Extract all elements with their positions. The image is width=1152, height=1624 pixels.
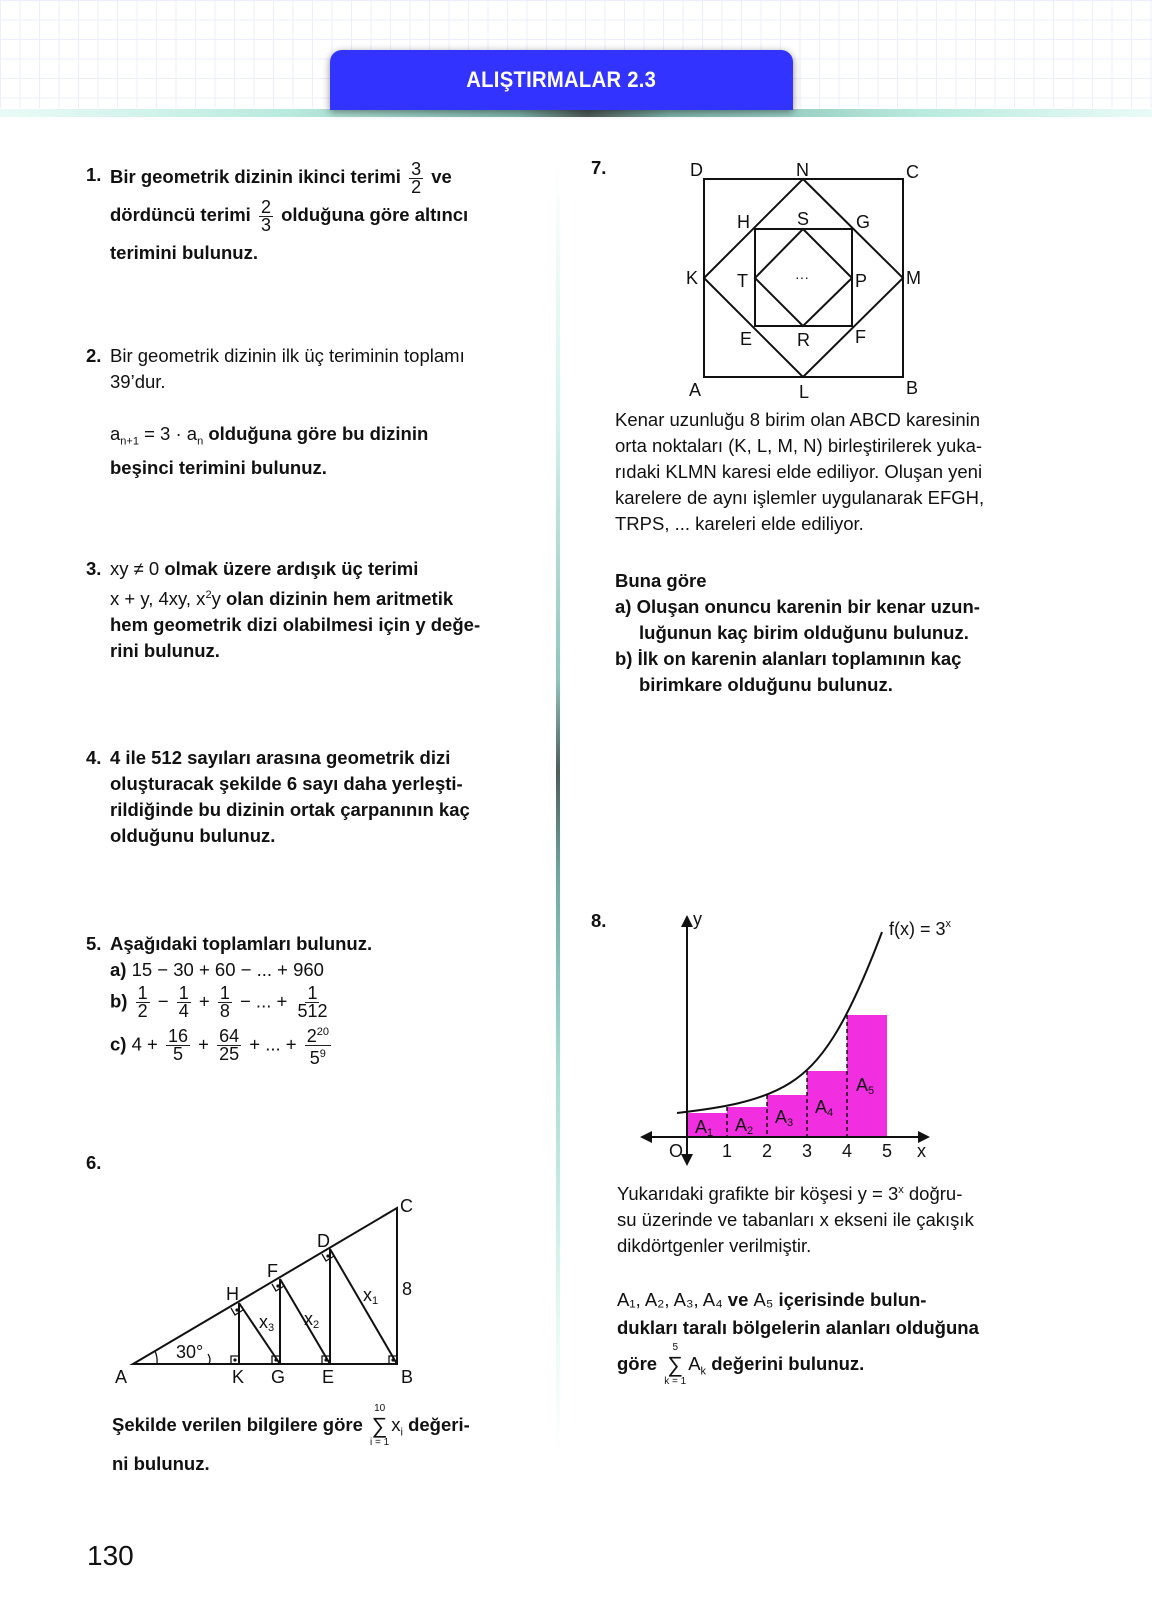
vertex-label-A: A xyxy=(115,1367,128,1387)
vertex-label-R: R xyxy=(797,330,810,350)
rect-label-A3: A3 xyxy=(775,1107,794,1129)
text: su üzerinde ve tabanları x ekseni ile çakışık xyxy=(617,1209,974,1231)
vertex-label-G: G xyxy=(856,212,871,232)
terms: x + y, 4xy, $x^2y$ xyxy=(110,588,221,610)
x-tick-2: 2 xyxy=(762,1141,773,1161)
text: dördüncü terimi xyxy=(110,204,251,225)
continuation-dots: ··· xyxy=(795,269,809,285)
exercise-number: 1. xyxy=(86,164,102,185)
text: orta noktaları (K, L, M, N) birleştirilerek yuka- xyxy=(615,435,983,456)
text: değeri- xyxy=(408,1413,470,1435)
text: beşinci terimini bulunuz. xyxy=(110,456,327,478)
exercise-8-description: Yukarıdaki grafikte bir köşesi $y = 3^x$ doğru- su üzerinde ve tabanları x ekseni ile çakışık dikdörtgenler verilmiştir. xyxy=(617,1177,1047,1259)
item-label: b) xyxy=(110,990,128,1012)
text: birimkare olduğunu bulunuz. xyxy=(639,674,893,695)
text: olmak üzere ardışık üç terimi xyxy=(164,558,419,579)
condition: xy ≠ 0 xyxy=(110,558,160,579)
text: dikdörtgenler verilmiştir. xyxy=(617,1235,812,1257)
exercise-number: 3. xyxy=(86,558,102,579)
vertex-label-D: D xyxy=(317,1231,330,1251)
sub-question-b: b) İlk on karenin alanları toplamının kaç xyxy=(615,648,962,669)
text: hem geometrik dizi olabilmesi için y değe- xyxy=(110,614,481,636)
exercise-8-question: A₁, A₂, A₃, A₄ ve A₅ içerisinde bulun- dukları taralı bölgelerin alanları olduğuna göre 5 ∑ k = 1 $A_k$ değerini bulunuz. xyxy=(617,1286,1057,1388)
fraction: $\frac{3}{2}$ xyxy=(411,158,422,197)
text: rildiğinde bu dizinin ortak çarpanının kaç xyxy=(110,799,470,820)
text: dukları taralı bölgelerin alanları olduğuna xyxy=(617,1317,979,1338)
page-number: 130 xyxy=(87,1540,134,1571)
vertex-label-P: P xyxy=(855,271,868,291)
origin-label: O xyxy=(669,1141,684,1161)
section-title: ALIŞTIRMALAR 2.3 xyxy=(466,67,657,92)
exercise-6-question: Şekilde verilen bilgilere göre 10 ∑ i = 1 $x_i$ değeri- ni bulunuz. xyxy=(112,1403,552,1479)
text: rıdaki KLMN karesi elde ediliyor. Oluşan yeni xyxy=(615,461,983,482)
vertex-label-M: M xyxy=(906,268,921,288)
fraction: $\frac{2}{3}$ xyxy=(260,196,271,235)
function-label: $f(x) = 3^x$ xyxy=(889,918,952,939)
sum-expression: 15 − 30 + 60 − ... + 960 xyxy=(131,959,324,980)
item-label: a) xyxy=(110,959,127,980)
vertex-label-K: K xyxy=(232,1367,245,1387)
vertex-label-F: F xyxy=(855,327,866,347)
vertex-label-H: H xyxy=(226,1284,239,1304)
vertex-label-C: C xyxy=(400,1196,413,1216)
x2-label: x2 xyxy=(304,1309,320,1331)
exercise-number: 4. xyxy=(86,747,102,768)
rect-label-A4: A4 xyxy=(815,1097,834,1119)
vertex-label-N: N xyxy=(796,160,809,180)
area-list: A₁, A₂, A₃, A₄ xyxy=(617,1289,723,1310)
x3-label: x3 xyxy=(259,1312,275,1334)
recurrence-formula: $a_{n+1} = 3 \cdot a_n$ xyxy=(110,423,204,448)
text: ni bulunuz. xyxy=(112,1453,210,1474)
exercise-number: 7. xyxy=(591,157,607,178)
rect-label-A1: A1 xyxy=(695,1117,714,1139)
vertex-label-T: T xyxy=(737,271,748,291)
text: oluşturacak şekilde 6 sayı daha yerleşti- xyxy=(110,773,463,794)
vertex-label-E: E xyxy=(322,1367,335,1387)
text: TRPS, ... kareleri elde ediliyor. xyxy=(615,513,864,534)
text: Buna göre xyxy=(615,570,707,591)
text: luğunun kaç birim olduğunu bulunuz. xyxy=(639,622,969,643)
x-tick-4: 4 xyxy=(842,1141,853,1161)
x-tick-1: 1 xyxy=(722,1141,733,1161)
vertex-label-B: B xyxy=(401,1367,414,1387)
rect-label-A2: A2 xyxy=(735,1115,754,1137)
vertex-label-F: F xyxy=(267,1261,278,1281)
vertex-label-B: B xyxy=(906,378,919,398)
text: Bir geometrik dizinin ikinci terimi xyxy=(110,166,401,187)
exercise-number: 8. xyxy=(591,910,607,931)
text: olduğuna göre bu dizinin xyxy=(208,423,429,444)
summation: 5 ∑ k = 1 xyxy=(664,1342,687,1387)
text: 39’dur. xyxy=(110,371,166,392)
exercise-number: 6. xyxy=(86,1152,102,1173)
vertex-label-S: S xyxy=(797,209,810,229)
vertex-label-C: C xyxy=(906,162,919,182)
x-axis-label: x xyxy=(917,1141,926,1161)
x-tick-3: 3 xyxy=(802,1141,813,1161)
side-length-label: 8 xyxy=(402,1279,413,1299)
text: olan dizinin hem aritmetik xyxy=(225,588,454,610)
sub-question-a: a) Oluşan onuncu karenin bir kenar uzun- xyxy=(615,596,980,617)
exercise-number: 5. xyxy=(86,933,102,954)
angle-label: 30° xyxy=(176,1342,204,1362)
rect-label-A5: A5 xyxy=(856,1075,875,1097)
x1-label: x1 xyxy=(363,1285,379,1307)
text: Şekilde verilen bilgilere göre xyxy=(112,1413,363,1435)
exercise-number: 2. xyxy=(86,345,102,366)
item-label: c) xyxy=(110,1033,127,1055)
text: Kenar uzunluğu 8 birim olan ABCD karesinin xyxy=(615,409,981,430)
text: Aşağıdaki toplamları bulunuz. xyxy=(110,933,373,954)
y-axis-label: y xyxy=(693,909,702,929)
x-tick-5: 5 xyxy=(882,1141,893,1161)
text: rini bulunuz. xyxy=(110,640,220,662)
text: karelere de aynı işlemler uygulanarak EFGH, xyxy=(615,487,985,508)
text: terimini bulunuz. xyxy=(110,242,258,263)
text: olduğunu bulunuz. xyxy=(110,825,276,846)
vertex-label-L: L xyxy=(799,382,810,402)
vertex-label-K: K xyxy=(686,268,699,288)
vertex-label-H: H xyxy=(737,212,750,232)
text: olduğuna göre altıncı xyxy=(281,204,469,225)
vertex-label-D: D xyxy=(690,160,703,180)
vertex-label-A: A xyxy=(689,380,702,400)
text: 4 ile 512 sayıları arasına geometrik dizi xyxy=(110,747,451,768)
text: Yukarıdaki grafikte bir köşesi xyxy=(617,1183,853,1205)
summation: 10 ∑ i = 1 xyxy=(370,1403,390,1448)
vertex-label-E: E xyxy=(740,329,753,349)
text: ve xyxy=(431,166,452,187)
text: Bir geometrik dizinin ilk üç teriminin toplamı xyxy=(110,345,465,366)
exercise-5: 5. Aşağıdaki toplamları bulunuz. a) 15 − 30 + 60 − ... + 960 b) $\frac{1}{2}$ − $\frac{1}{4}$ + $\frac{1}{8}$ − ... + $\frac{1}{512}$ c) 4 + $\frac{16}{5}$ + $\frac{64}{25}$ + ... + $\frac{2^{20}}{5^9}$ xyxy=(86,931,546,1067)
vertex-label-G: G xyxy=(271,1367,286,1387)
